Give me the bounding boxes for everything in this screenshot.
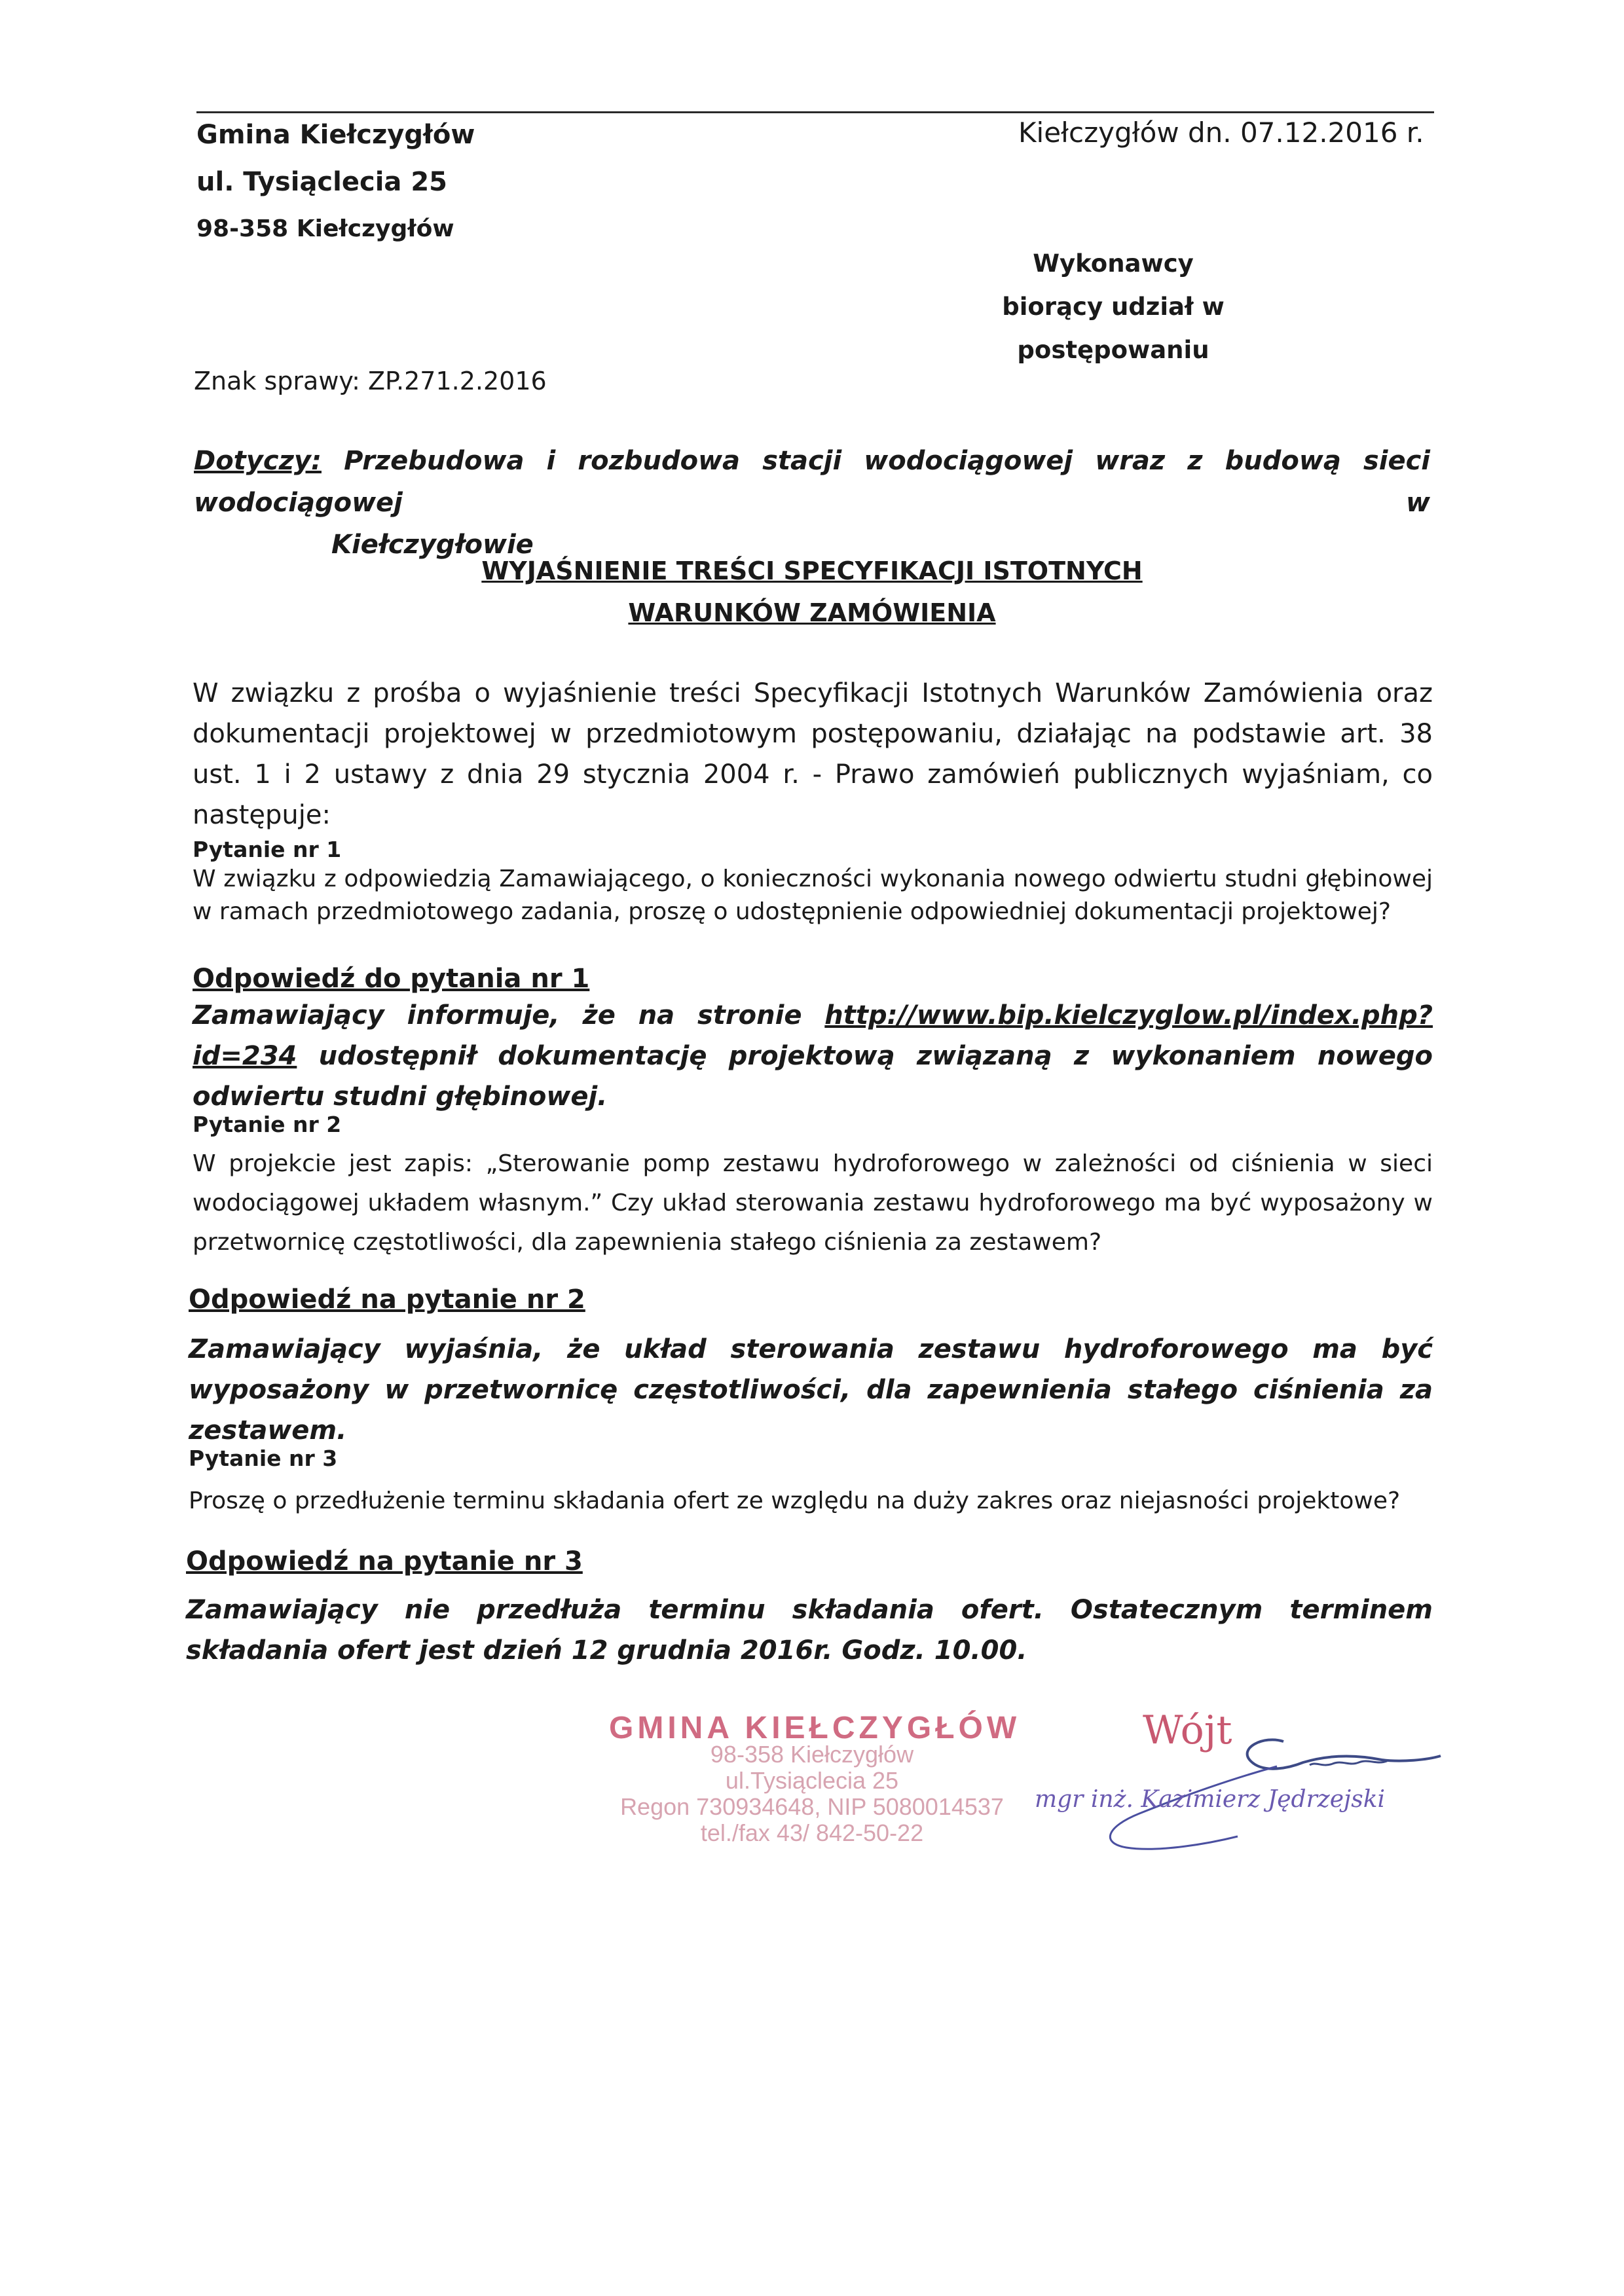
subject-label: Dotyczy:: [194, 446, 322, 476]
subject-text-line1: Przebudowa i rozbudowa stacji wodociągowej wraz z budową sieci wodociągowej w: [194, 446, 1430, 518]
sender-name: Gmina Kiełczygłów: [196, 120, 475, 150]
intro-paragraph: W związku z prośba o wyjaśnienie treści Specyfikacji Istotnych Warunków Zamówienia oraz dokumentacji projektowej w przedmiotowym postępowaniu, działając na podstawie art. 38 ust. 1 i 2 ustawy z dnia 29 stycznia 2004 r. - Prawo zamówień publicznych wyjaśniam, co następuje:: [193, 678, 1433, 830]
office-stamp: [609, 1711, 1021, 1846]
answer-1-link[interactable]: http://www.bip.kielczyglow.pl/index.php?id=234: [193, 1000, 1433, 1071]
answer-1-post: udostępnił dokumentację projektową związaną z wykonaniem nowego odwiertu studni głębinowej.: [193, 1041, 1433, 1112]
recipient-line1: Wykonawcy: [1033, 249, 1194, 278]
answer-2-text: Zamawiający wyjaśnia, że układ sterowania zestawu hydroforowego ma być wyposażony w przetwornicę częstotliwości, dla zapewnienia stałego ciśnienia za zestawem.: [189, 1334, 1433, 1446]
question-3-title: Pytanie nr 3: [189, 1446, 338, 1471]
question-3-text: Proszę o przedłużenie terminu składania ofert ze względu na duży zakres oraz niejasności projektowe?: [189, 1487, 1401, 1514]
answer-2-title: Odpowiedź na pytanie nr 2: [189, 1285, 585, 1315]
subject-text-line2: Kiełczygłowie: [331, 530, 534, 560]
stamp-line2: 98-358 Kiełczygłów: [710, 1741, 914, 1768]
subject-line1: [194, 440, 1430, 524]
stamp-line4: Regon 730934648, NIP 5080014537: [620, 1793, 1004, 1820]
sender-street: ul. Tysiąclecia 25: [196, 167, 447, 197]
answer-3-text: Zamawiający nie przedłuża terminu składania ofert. Ostatecznym terminem składania ofert jest dzień 12 grudnia 2016r. Godz. 10.00.: [186, 1595, 1433, 1666]
case-reference: Znak sprawy: ZP.271.2.2016: [194, 367, 547, 395]
signature-title: Wójt: [1143, 1707, 1232, 1753]
question-1-title: Pytanie nr 1: [193, 837, 342, 862]
heading-line1: WYJAŚNIENIE TREŚCI SPECYFIKACJI ISTOTNYCH: [481, 556, 1143, 585]
answer-1-pre: Zamawiający informuje, że na stronie: [193, 1000, 825, 1030]
stamp-line5: tel./fax 43/ 842-50-22: [700, 1819, 924, 1846]
document-heading: [327, 550, 1297, 634]
sender-city: 98-358 Kiełczygłów: [196, 215, 454, 242]
question-2-text: W projekcie jest zapis: „Sterowanie pomp zestawu hydroforowego w zależności od ciśnienia w sieci wodociągowej układem własnym.” Czy układ sterowania zestawu hydroforowego ma być wyposażony w przetwornicę częstotliwości, dla zapewnienia stałego ciśnienia za zestawem?: [193, 1150, 1433, 1256]
recipient-line2: biorący udział w postępowaniu: [1002, 293, 1225, 364]
stamp-line1: GMINA KIEŁCZYGŁÓW: [609, 1711, 1021, 1745]
stamp-line3: ul.Tysiąclecia 25: [725, 1767, 899, 1794]
signatory-name: mgr inż. Kazimierz Jędrzejski: [1035, 1786, 1386, 1813]
answer-1-text: [193, 995, 1433, 1117]
answer-3-title: Odpowiedź na pytanie nr 3: [186, 1546, 583, 1576]
heading-line2: WARUNKÓW ZAMÓWIENIA: [628, 598, 996, 627]
question-2-title: Pytanie nr 2: [193, 1112, 342, 1137]
subject: [194, 440, 1430, 566]
sender-address: [196, 111, 475, 253]
question-1-text: W związku z odpowiedzią Zamawiającego, o konieczności wykonania nowego odwiertu studni głębinowej w ramach przedmiotowego zadania, proszę o udostępnienie odpowiedniej dokumentacji projektowej?: [193, 866, 1433, 925]
recipient: [917, 242, 1310, 372]
answer-1-title: Odpowiedź do pytania nr 1: [193, 964, 590, 994]
document-date: Kiełczygłów dn. 07.12.2016 r.: [1018, 117, 1424, 149]
